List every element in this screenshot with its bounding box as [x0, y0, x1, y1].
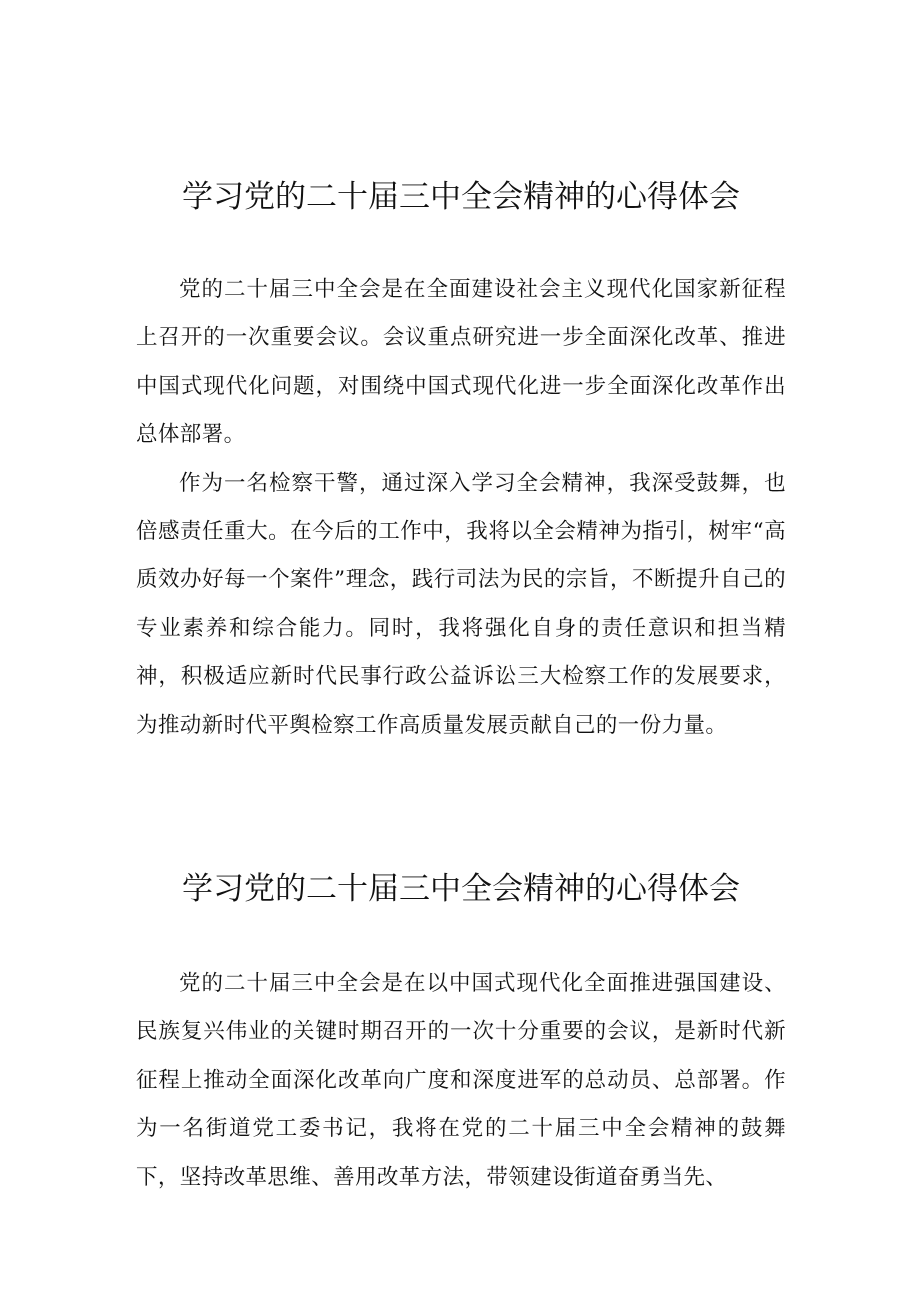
- article-title: 学习党的二十届三中全会精神的心得体会: [182, 871, 740, 907]
- article-section-1: [136, 172, 786, 750]
- article-paragraph: 党的二十届三中全会是在全面建设社会主义现代化国家新征程上召开的一次重要会议。会议重点研究进一步全面深化改革、推进中国式现代化问题，对围绕中国式现代化进一步全面深化改革作出总体部署。: [136, 277, 786, 448]
- article-paragraph: 作为一名检察干警，通过深入学习全会精神，我深受鼓舞，也倍感责任重大。在今后的工作中，我将以全会精神为指引，树牢“高质效办好每一个案件”理念，践行司法为民的宗旨，不断提升自己的专业素养和综合能力。同时，我将强化自身的责任意识和担当精神，积极适应新时代民事行政公益诉讼三大检察工作的发展要求，为推动新时代平舆检察工作高质量发展贡献自己的一份力量。: [136, 470, 786, 738]
- article-paragraph: 党的二十届三中全会是在以中国式现代化全面推进强国建设、民族复兴伟业的关键时期召开的一次十分重要的会议，是新时代新征程上推动全面深化改革向广度和深度进军的总动员、总部署。作为一名街道党工委书记，我将在党的二十届三中全会精神的鼓舞下，坚持改革思维、善用改革方法，带领建设街道奋勇当先、: [136, 971, 786, 1190]
- article-section-2: [136, 864, 786, 1202]
- article-title: 学习党的二十届三中全会精神的心得体会: [182, 179, 740, 215]
